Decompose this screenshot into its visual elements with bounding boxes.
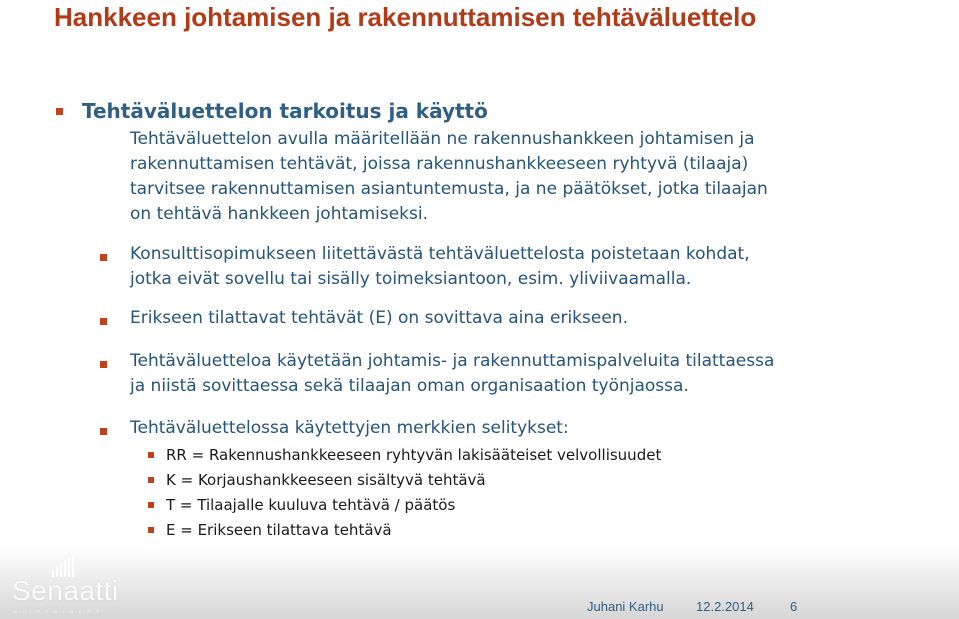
legend-item-t: T = Tilaajalle kuuluva tehtävä / päätös xyxy=(166,496,456,514)
legend-bullet-icon xyxy=(148,477,154,483)
senaatti-logo-subtitle: KIINTEISTÖT xyxy=(14,609,105,614)
legend-item-e: E = Erikseen tilattava tehtävä xyxy=(166,521,392,539)
section-heading: Tehtäväluettelon tarkoitus ja käyttö xyxy=(82,99,488,123)
paragraph-line: on tehtävä hankkeen johtamiseksi. xyxy=(130,204,428,224)
bullet-line: jotka eivät sovellu tai sisälly toimeksiantoon, esim. yliviivaamalla. xyxy=(130,269,692,289)
footer-page-number: 6 xyxy=(790,599,798,614)
bullet-item-usage xyxy=(130,349,774,399)
bullet-icon xyxy=(100,361,107,368)
legend-bullet-icon xyxy=(148,502,154,508)
bullet-line: Konsulttisopimukseen liitettävästä tehtäväluettelosta poistetaan kohdat, xyxy=(130,244,750,264)
intro-paragraph xyxy=(130,127,768,227)
senaatti-logo-text: Senaatti xyxy=(12,575,119,606)
heading-bullet-icon xyxy=(56,108,63,115)
paragraph-line: Tehtäväluettelon avulla määritellään ne rakennushankkeen johtamisen ja xyxy=(130,129,755,149)
legend-bullet-icon xyxy=(148,452,154,458)
legend-item-k: K = Korjaushankkeeseen sisältyvä tehtävä xyxy=(166,471,486,489)
slide-title: Hankkeen johtamisen ja rakennuttamisen tehtäväluettelo xyxy=(54,2,757,32)
bullet-icon xyxy=(100,318,107,325)
legend-item-rr: RR = Rakennushankkeeseen ryhtyvän lakisääteiset velvollisuudet xyxy=(166,446,662,464)
footer-date: 12.2.2014 xyxy=(696,599,754,614)
bullet-icon xyxy=(100,428,107,435)
legend-bullet-icon xyxy=(148,527,154,533)
bullet-icon xyxy=(100,254,107,261)
footer-author: Juhani Karhu xyxy=(587,599,664,614)
bullet-line: ja niistä sovittaessa sekä tilaajan oman organisaation työnjaossa. xyxy=(130,376,689,396)
bullet-item-remove-items xyxy=(130,242,750,292)
footer-band xyxy=(0,546,959,619)
bullet-item-legend-heading: Tehtäväluettelossa käytettyjen merkkien selitykset: xyxy=(130,418,569,438)
bullet-line: Tehtäväluetteloa käytetään johtamis- ja rakennuttamispalveluita tilattaessa xyxy=(130,351,775,371)
paragraph-line: tarvitsee rakennuttamisen asiantuntemusta, ja ne päätökset, jotka tilaajan xyxy=(130,179,768,199)
paragraph-line: rakennuttamisen tehtävät, joissa rakennushankkeeseen ryhtyvä (tilaaja) xyxy=(130,154,749,174)
bullet-item-separately-ordered: Erikseen tilattavat tehtävät (E) on sovittava aina erikseen. xyxy=(130,308,628,328)
senaatti-logo-icon xyxy=(52,555,76,577)
